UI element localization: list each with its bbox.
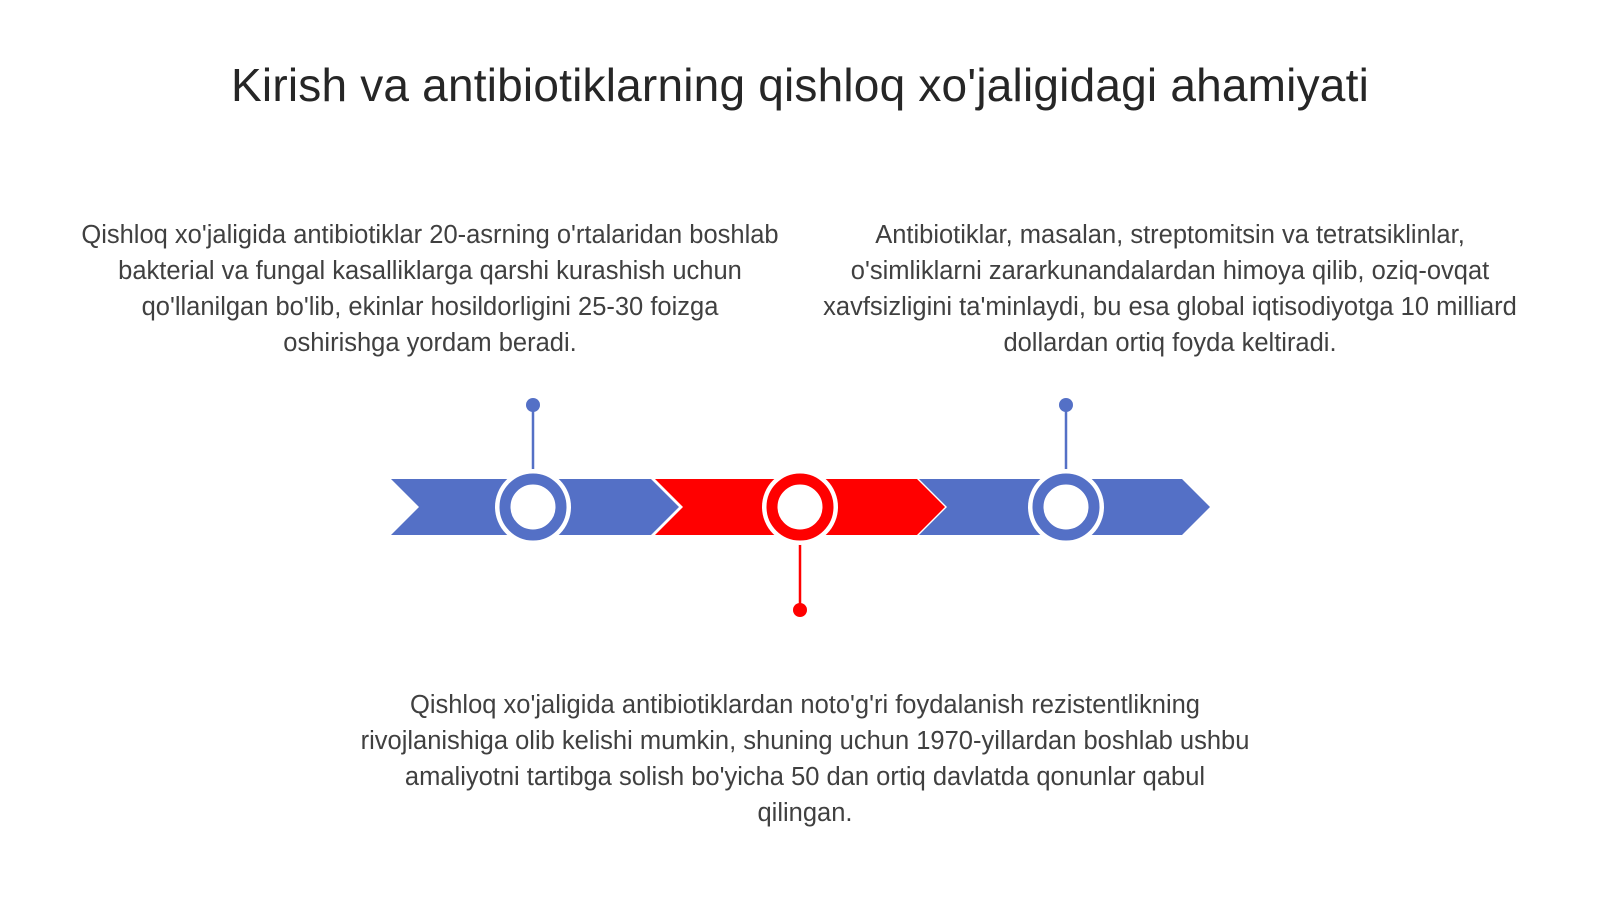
milestone-2-ring — [772, 479, 828, 535]
slide-title: Kirish va antibiotiklarning qishloq xo'jaligidagi ahamiyati — [231, 59, 1369, 111]
milestone-1-text: Qishloq xo'jaligida antibiotiklar 20-asrning o'rtalaridan boshlab bakterial va fungal kasalliklarga qarshi kurashish uchun qo'llanilgan bo'lib, ekinlar hosildorligini 25-30 foizga oshirishga yordam beradi. — [81, 221, 779, 357]
milestone-1-marker — [495, 398, 571, 545]
milestone-2-marker — [762, 469, 838, 617]
milestone-3-dot — [1059, 398, 1073, 412]
milestone-3-marker — [1028, 398, 1104, 545]
milestone-2-dot — [793, 603, 807, 617]
milestone-3-text: Antibiotiklar, masalan, streptomitsin va tetratsiklinlar, o'simliklarni zararkunandalardan himoya qilib, oziq-ovqat xavfsizligini ta'minlaydi, bu esa global iqtisodiyotga 10 milliard dollardan ortiq foyda keltiradi. — [823, 221, 1517, 357]
milestone-1-dot — [526, 398, 540, 412]
milestone-3-ring — [1038, 479, 1094, 535]
milestone-1-ring — [505, 479, 561, 535]
milestone-2-text: Qishloq xo'jaligida antibiotiklardan noto'g'ri foydalanish rezistentlikning rivojlanishiga olib kelishi mumkin, shuning uchun 1970-yillardan boshlab ushbu amaliyotni tartibga solish bo'yicha 50 dan ortiq davlatda qonunlar qabul qilingan. — [360, 691, 1250, 827]
